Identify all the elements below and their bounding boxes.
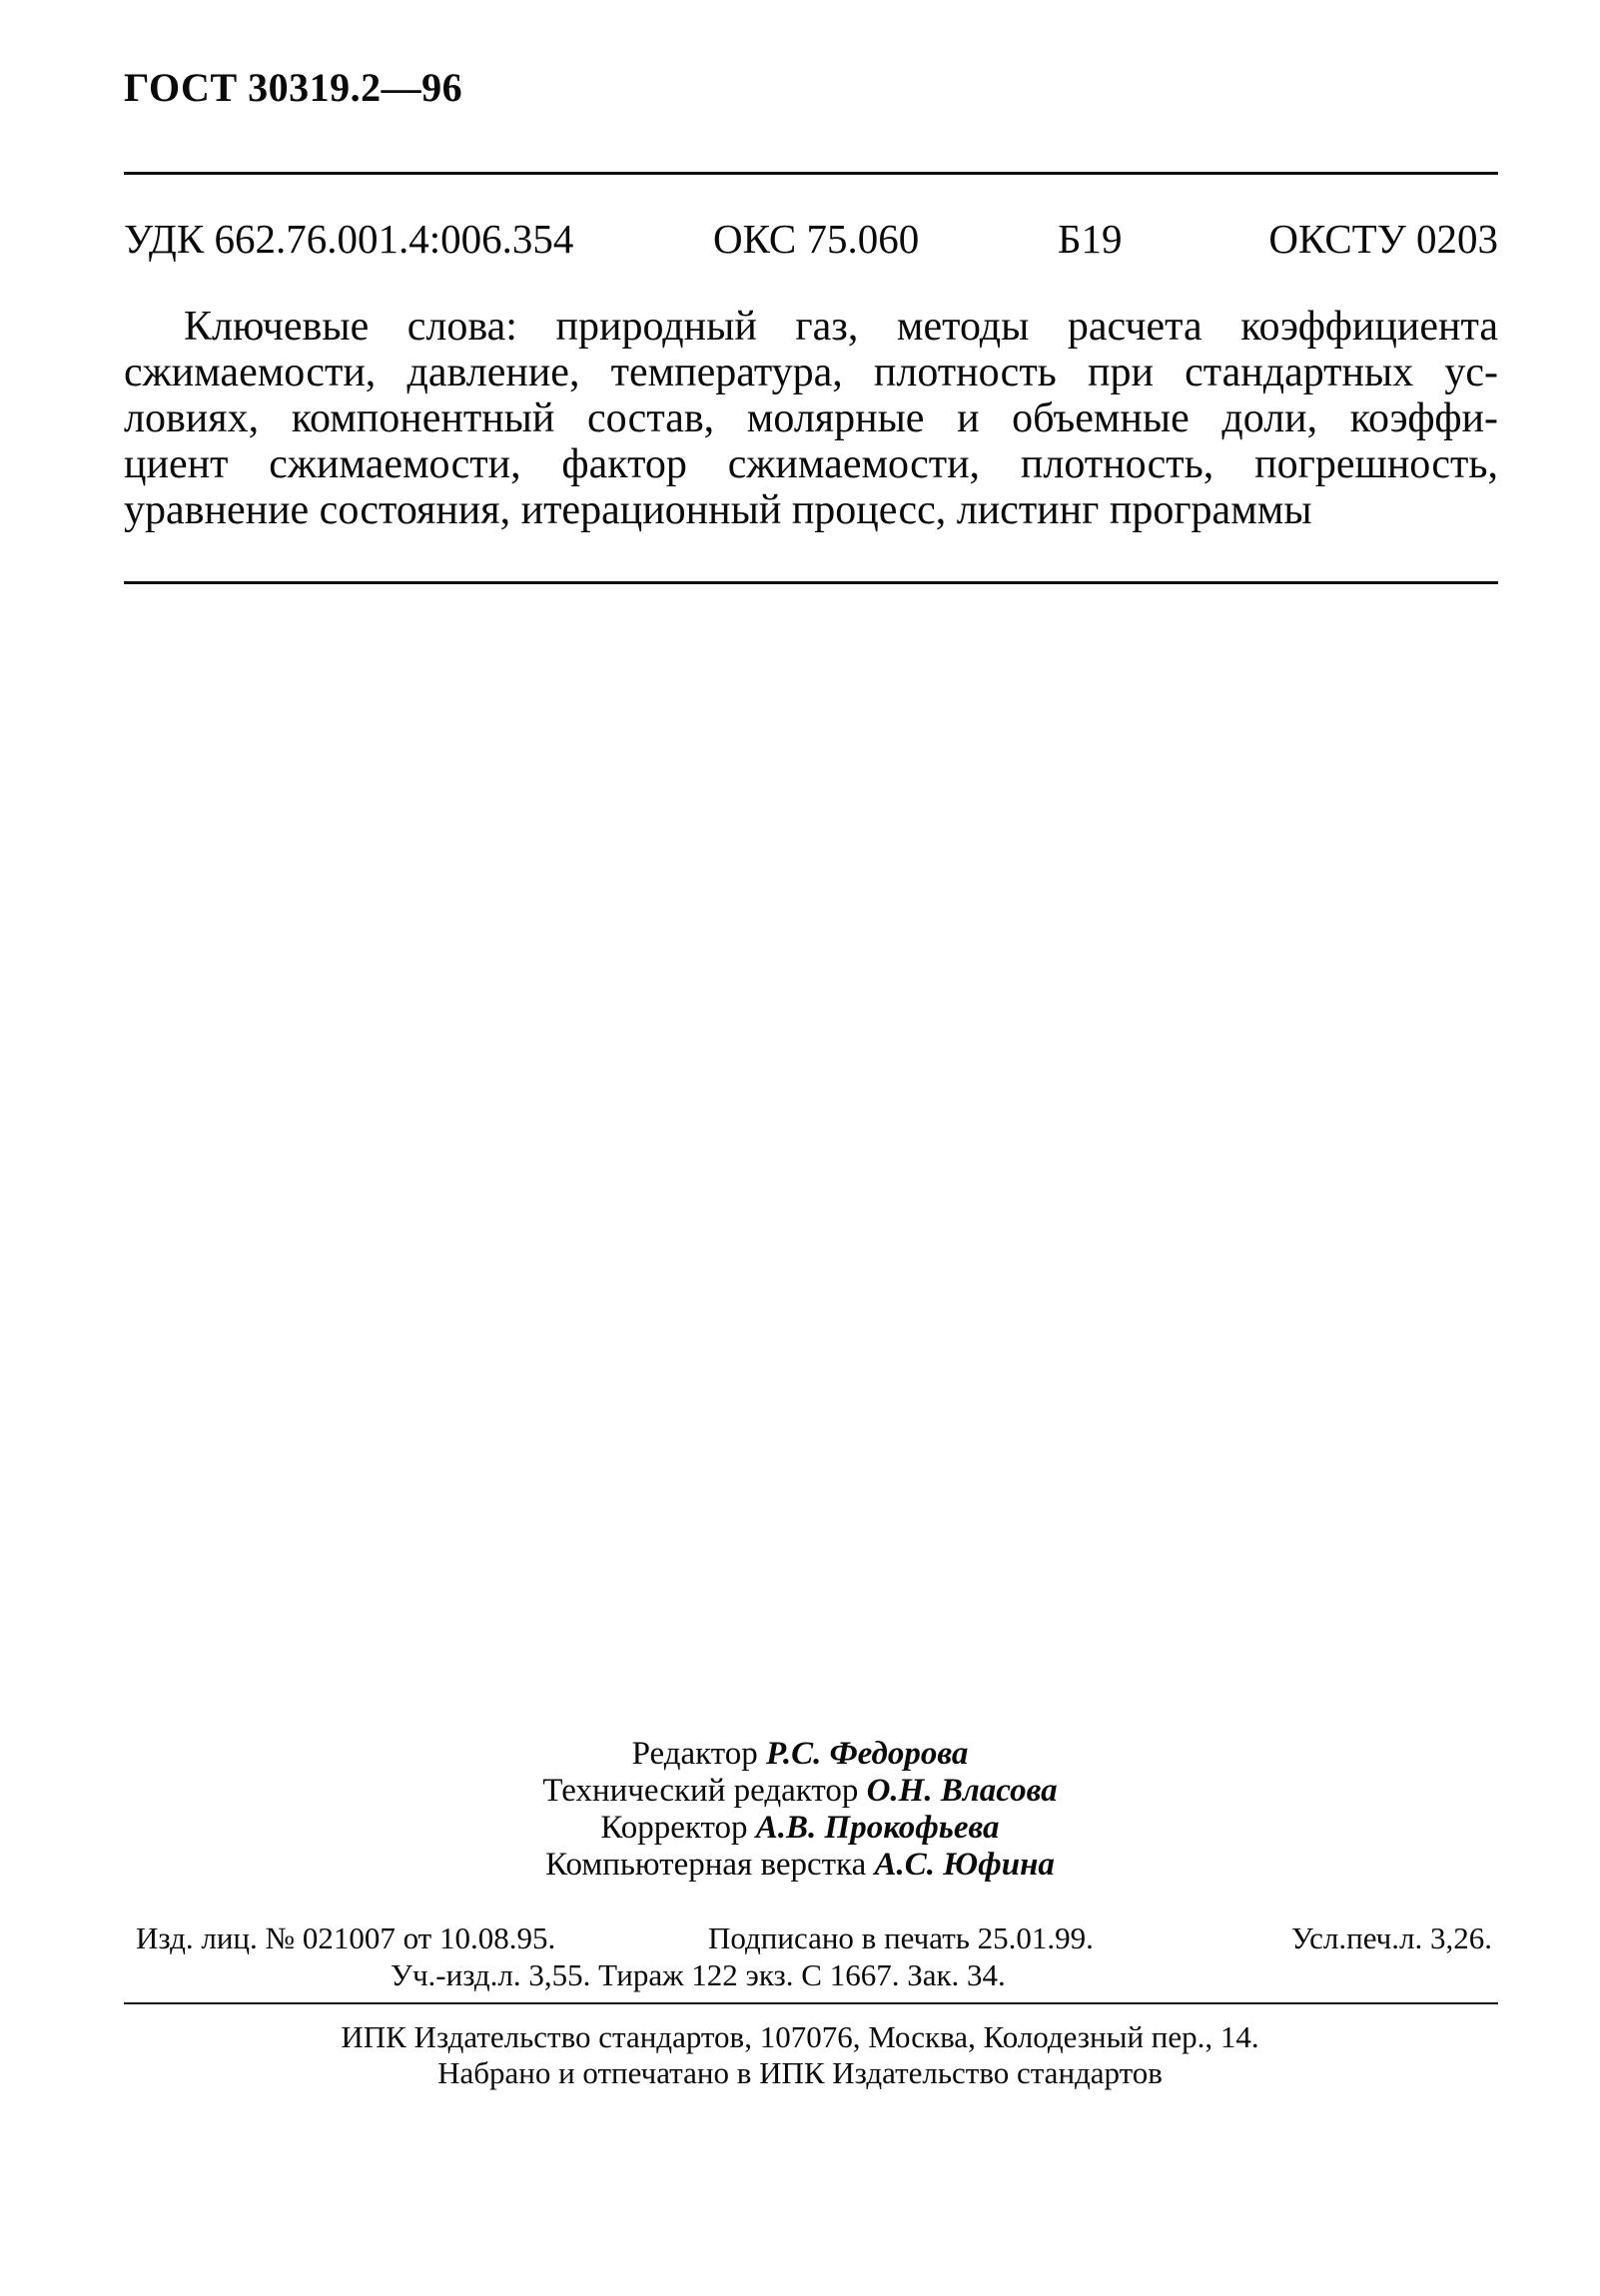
credit-name: О.Н. Власова [866, 1773, 1058, 1809]
signed-to-print: Подписано в печать 25.01.99. [708, 1920, 1094, 1955]
imprint-block [136, 1919, 1492, 1993]
credit-technical-editor [0, 1773, 1600, 1810]
keywords-line: ловиях, компонентный состав, молярные и объемные доли, коэффи- [124, 395, 1498, 441]
top-divider [124, 172, 1498, 175]
imprint-row-1 [136, 1919, 1492, 1956]
credits-block [0, 1736, 1600, 1884]
credit-role: Корректор [600, 1810, 748, 1846]
credit-role: Технический редактор [542, 1773, 859, 1809]
credit-name: А.В. Прокофьева [755, 1810, 1000, 1846]
document-code: ГОСТ 30319.2—96 [124, 65, 463, 110]
classification-row [124, 215, 1498, 271]
group-code: Б19 [1058, 216, 1123, 262]
udk-code: УДК 662.76.001.4:006.354 [124, 216, 574, 262]
keywords-line: сжимаемости, давление, температура, плотность при стандартных ус- [124, 350, 1498, 395]
keywords-paragraph [124, 304, 1498, 533]
okstu-code: ОКСТУ 0203 [1268, 216, 1498, 262]
imprint-row-2 [136, 1956, 1492, 1993]
keywords-divider [124, 581, 1498, 584]
credit-proofreader [0, 1810, 1600, 1847]
credit-role: Компьютерная верстка [545, 1847, 867, 1883]
publisher-block [0, 2019, 1600, 2091]
keywords-line: циент сжимаемости, фактор сжимаемости, плотность, погрешность, [124, 441, 1498, 487]
publisher-printing: Набрано и отпечатано в ИПК Издательство стандартов [437, 2055, 1163, 2090]
oks-code: ОКС 75.060 [713, 216, 920, 262]
publishing-license: Изд. лиц. № 021007 от 10.08.95. [136, 1920, 556, 1955]
credit-name: А.С. Юфина [874, 1847, 1055, 1883]
credit-editor [0, 1736, 1600, 1773]
credit-layout [0, 1847, 1600, 1884]
imprint-divider [124, 2002, 1498, 2004]
publisher-address: ИПК Издательство стандартов, 107076, Москва, Колодезный пер., 14. [341, 2019, 1259, 2054]
edition-details: Уч.-изд.л. 3,55. Тираж 122 экз. С 1667. Зак. 34. [391, 1957, 1006, 1992]
keywords-line: Ключевые слова: природный газ, методы расчета коэффициента [184, 304, 1498, 350]
print-sheets: Усл.печ.л. 3,26. [1290, 1920, 1492, 1955]
credit-role: Редактор [631, 1736, 758, 1772]
keywords-line: уравнение состояния, итерационный процесс, листинг программы [124, 487, 1312, 533]
credit-name: Р.С. Федорова [766, 1736, 969, 1772]
